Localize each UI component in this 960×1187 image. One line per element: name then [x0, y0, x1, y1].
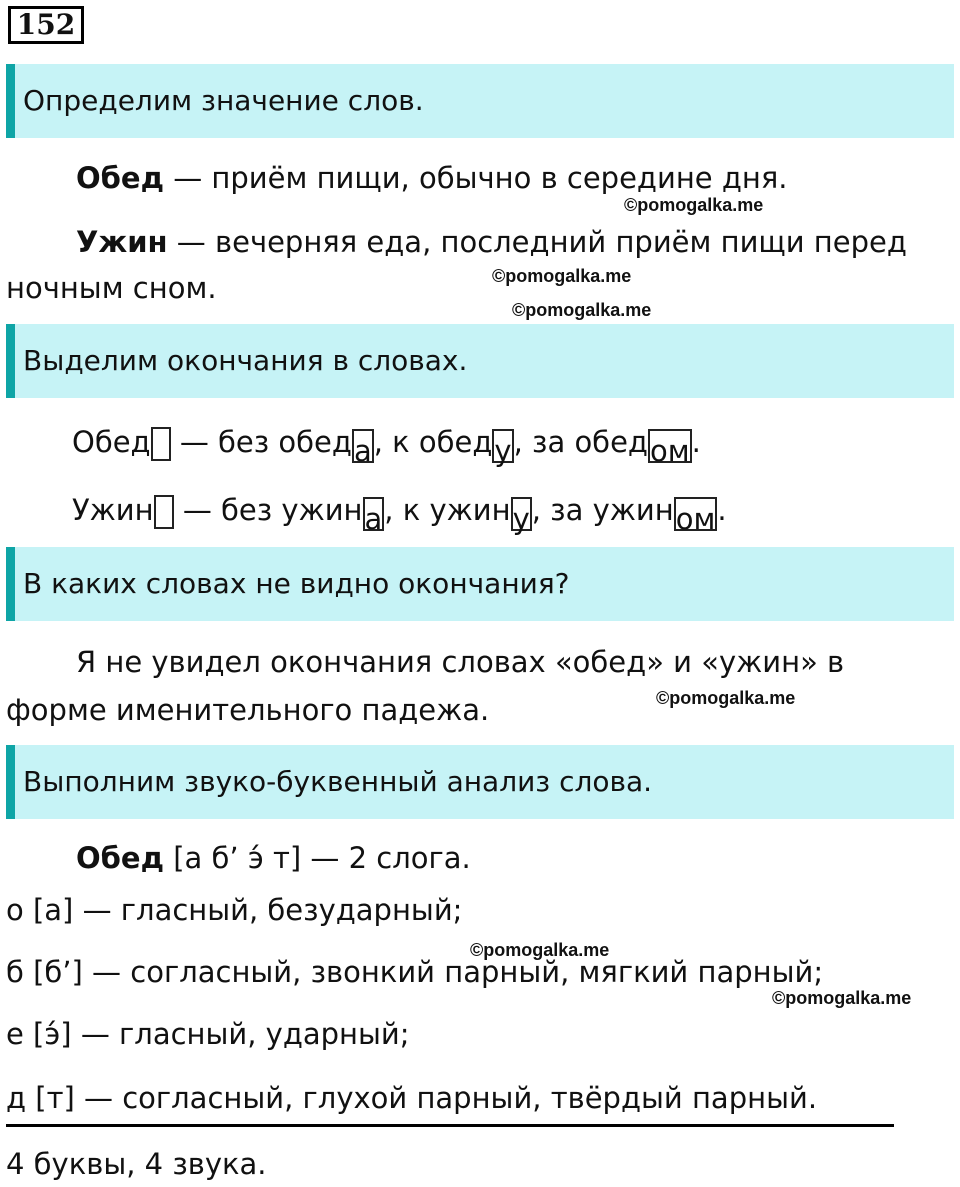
analysis-word: Обед [76, 841, 164, 875]
definition-obed-text: — приём пищи, обычно в середине дня. [164, 161, 788, 195]
term-uzhin: Ужин [76, 225, 168, 259]
form: без обед [218, 425, 352, 459]
term-obed: Обед [76, 161, 164, 195]
endings-row-uzhin [72, 490, 727, 536]
ending: ом [675, 502, 716, 536]
base-word: Ужин [72, 493, 154, 527]
letter-analysis-row: о [а] — гласный, безударный; [6, 893, 463, 927]
watermark: ©pomogalka.me [470, 940, 610, 960]
ending: а [353, 434, 372, 468]
definition-uzhin-continued: ночным сном. [6, 271, 217, 305]
dash: — [173, 493, 222, 527]
section-heading-endings: Выделим окончания в словах. [6, 324, 954, 398]
analysis-summary: 4 буквы, 4 звука. [6, 1147, 267, 1181]
ending: у [494, 434, 512, 468]
null-ending-box [154, 495, 174, 529]
underline-divider [6, 1124, 894, 1127]
watermark: ©pomogalka.me [492, 266, 632, 286]
form: , к ужин [384, 493, 511, 527]
definition-uzhin [76, 222, 907, 262]
dash: — [170, 425, 219, 459]
ending-box [352, 429, 374, 468]
ending-box [492, 429, 513, 468]
analysis-word-line [76, 838, 471, 878]
watermark: ©pomogalka.me [624, 195, 764, 215]
ending-box [363, 497, 385, 536]
ending-box [648, 429, 692, 468]
definition-obed [76, 158, 788, 198]
null-ending-box [151, 427, 171, 461]
transcription: [а б’ э́ т] — 2 слога. [164, 841, 471, 875]
base-word: Обед [72, 425, 151, 459]
period: . [717, 493, 727, 527]
form: , к обед [373, 425, 493, 459]
answer-line-1: Я не увидел окончания словах «обед» и «ужин» в [76, 645, 845, 679]
letter-analysis-row: б [б’] — согласный, звонкий парный, мягкий парный; [6, 955, 824, 989]
letter-analysis-row: д [т] — согласный, глухой парный, твёрдый парный. [6, 1081, 818, 1115]
ending: а [364, 502, 383, 536]
ending-box [674, 497, 718, 536]
definition-uzhin-text: — вечерняя еда, последний приём пищи перед [167, 225, 907, 259]
answer-line-2: форме именительного падежа. [6, 693, 490, 727]
form: без ужин [221, 493, 363, 527]
form: , за ужин [531, 493, 674, 527]
endings-row-obed [72, 422, 701, 468]
ending-box [511, 497, 532, 536]
ending: ом [649, 434, 690, 468]
ending: у [512, 502, 530, 536]
period: . [691, 425, 701, 459]
section-heading-question: В каких словах не видно окончания? [6, 547, 954, 621]
watermark: ©pomogalka.me [656, 688, 796, 708]
watermark: ©pomogalka.me [772, 988, 912, 1008]
form: , за обед [513, 425, 648, 459]
section-heading-meanings: Определим значение слов. [6, 64, 954, 138]
letter-analysis-row: е [э́] — гласный, ударный; [6, 1017, 410, 1051]
watermark: ©pomogalka.me [512, 300, 652, 320]
section-heading-analysis: Выполним звуко-буквенный анализ слова. [6, 745, 954, 819]
task-number: 152 [8, 6, 84, 44]
